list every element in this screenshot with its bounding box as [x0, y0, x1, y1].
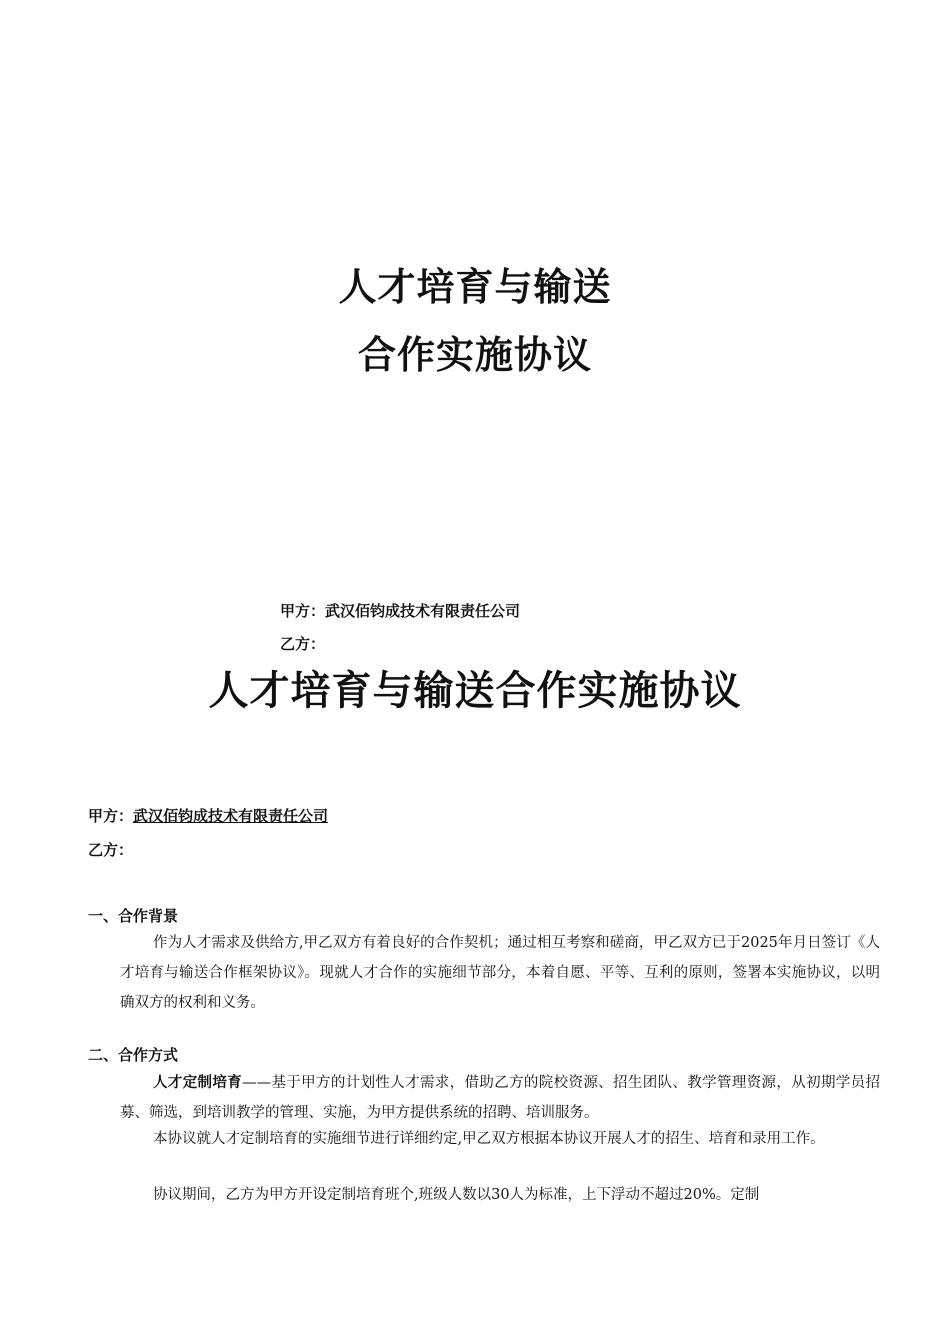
document-title: 人才培育与输送合作实施协议	[208, 668, 742, 714]
section-heading-background: 一、合作背景	[88, 907, 179, 925]
party-a-name: 武汉佰钧成技术有限责任公司	[133, 807, 329, 825]
section-paragraph-background: 作为人才需求及供给方,甲乙双方有着良好的合作契机；通过相互考察和磋商，甲乙双方已于2025年月日签订《人才培育与输送合作框架协议》。现就人才合作的实施细节部分，本着自愿、平等、互利的原则，签署本实施协议，以明确双方的权利和义务。	[120, 935, 880, 1011]
section-paragraph-custom-training	[120, 1068, 880, 1128]
cover-party-b: 乙方：	[280, 635, 326, 653]
cover-party-a: 甲方：武汉佰钧成技术有限责任公司	[280, 602, 521, 620]
party-b-line: 乙方：	[88, 841, 134, 859]
cover-title-line1: 人才培育与输送	[338, 265, 612, 309]
custom-training-description: ——基于甲方的计划性人才需求，借助乙方的院校资源、招生团队、教学管理资源，从初期学员招募、筛选，到培训教学的管理、实施，为甲方提供系统的招聘、培训服务。	[120, 1075, 880, 1121]
custom-training-term: 人才定制培育	[153, 1075, 243, 1091]
party-a-line	[88, 809, 328, 824]
party-a-label: 甲方：	[88, 807, 134, 825]
cover-title-line2: 合作实施协议	[357, 333, 592, 377]
section-paragraph-class-size: 协议期间，乙方为甲方开设定制培育班个,班级人数以30人为标准，上下浮动不超过20%。定制	[153, 1187, 760, 1203]
section-heading-cooperation-mode: 二、合作方式	[88, 1046, 179, 1064]
section-paragraph-agreement-scope: 本协议就人才定制培育的实施细节进行详细约定,甲乙双方根据本协议开展人才的招生、培育和录用工作。	[153, 1131, 825, 1147]
